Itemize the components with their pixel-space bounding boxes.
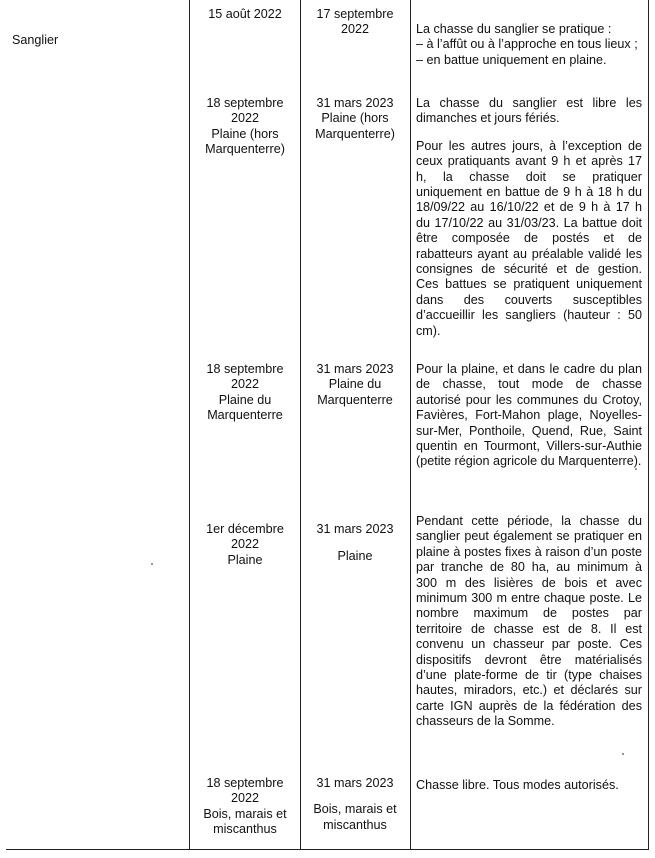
row-5-end-line: Bois, marais et: [313, 802, 397, 817]
row-4-paragraph: Pendant cette période, la chasse du sanglier peut également se pratiquer en plaine à postes fixes à raison d’un poste par tranche de 80 ha, au minimum à 300 m des lisières de bois et avec minimum 300 m entre chaque poste. Le nombre maximum de postes par territoire de chasse est de 8. Il est convenu un chasseur par poste. Ces dispositifs devront être matérialisés d’une plate-forme de tir (type chaises hautes, miradors, etc.) et déclarés sur carte IGN auprès de la fédération des chasseurs de la Somme.: [416, 514, 642, 729]
row-3-start-line: Plaine du: [218, 392, 272, 407]
row-3-end-line: 31 mars 2023: [316, 362, 394, 376]
row-3-start-line: 18 septembre: [206, 362, 284, 376]
row-3-end-line: Plaine du: [328, 377, 382, 392]
row-2-end-line: Marquenterre): [315, 126, 395, 141]
row-1-description: [416, 22, 642, 68]
row-3-start: [192, 362, 298, 424]
table-border-outer: [648, 0, 649, 850]
row-1-end-line: 2022: [340, 22, 370, 37]
row-1-end: [302, 7, 408, 38]
row-2-end-line: 31 mars 2023: [316, 96, 394, 110]
scan-speck: [151, 563, 153, 565]
row-1-start: [192, 7, 298, 22]
row-2-end: [302, 96, 408, 142]
row-5-paragraph: Chasse libre. Tous modes autorisés.: [416, 778, 619, 792]
row-4-end-line: 31 mars 2023: [316, 522, 394, 536]
row-5-start-line: miscanthus: [213, 822, 277, 837]
row-5-end-line: miscanthus: [323, 817, 387, 832]
row-5-description: [416, 778, 642, 793]
row-2-start-line: Marquenterre): [205, 142, 285, 157]
row-4-start-line: 1er décembre: [206, 522, 284, 536]
table-border-right: [410, 0, 411, 850]
row-4-end-line: Plaine: [337, 549, 373, 564]
scan-speck: [635, 468, 637, 470]
row-4-description: [416, 514, 642, 730]
row-3-paragraph: Pour la plaine, et dans le cadre du plan de chasse, tout mode de chasse autorisé pour les communes du Crotoy, Favières, Fort-Mahon plage, Noyelles-sur-Mer, Ponthoile, Quend, Rue, Saint quentin en Tourmont, Villers-sur-Authie (petite région agricole du Marquenterre).: [416, 362, 642, 469]
row-4-end: [302, 522, 408, 565]
row-5-start-line: Bois, marais et: [203, 806, 287, 821]
row-2-start: [192, 96, 298, 158]
row-2-start-line: 2022: [230, 111, 260, 126]
row-3-start-line: 2022: [230, 377, 260, 392]
row-1-start-line: 15 août 2022: [208, 7, 282, 21]
row-2-start-line: Plaine (hors: [211, 126, 279, 141]
row-4-start-line: 2022: [230, 537, 260, 552]
row-3-end: [302, 362, 408, 408]
row-2-description: [416, 96, 642, 339]
table-border-left: [189, 0, 190, 850]
row-2-paragraph: La chasse du sanglier est libre les dimanches et jours fériés.: [416, 96, 642, 126]
scan-speck: [622, 753, 624, 755]
row-1-desc-line: La chasse du sanglier se pratique :: [416, 22, 612, 36]
row-5-end-line: 31 mars 2023: [316, 776, 394, 790]
row-3-description: [416, 362, 642, 470]
species-label: Sanglier: [12, 33, 59, 47]
row-2-paragraph: Pour les autres jours, à l’exception de ceux pratiquants avant 9 h et après 17 h, la chasse doit se pratiquer uniquement en battue de 9 h à 18 h du 18/09/22 au 16/10/22 et de 9 h à 17 h du 17/10/22 au 31/03/23. La battue doit être composée de postés et de rabatteurs ayant au préalable validé les consignes de sécurité et de gestion. Ces battues se pratiquent uniquement dans des couverts susceptibles d’accueillir les sangliers (hauteur : 50 cm).: [416, 138, 642, 338]
row-5-end: [302, 776, 408, 833]
table-border-mid: [300, 0, 301, 850]
row-1-desc-line: – à l’affût ou à l’approche en tous lieux ;: [416, 37, 638, 52]
row-5-start: [192, 776, 298, 838]
row-1-end-line: 17 septembre: [316, 7, 394, 21]
row-4-start: [192, 522, 298, 568]
row-2-end-line: Plaine (hors: [321, 111, 389, 126]
row-5-start-line: 2022: [230, 791, 260, 806]
row-1-desc-line: – en battue uniquement en plaine.: [416, 52, 607, 67]
row-5-start-line: 18 septembre: [206, 776, 284, 790]
table-border-bottom: [6, 849, 649, 850]
row-3-end-line: Marquenterre: [317, 392, 393, 407]
row-4-start-line: Plaine: [227, 552, 263, 567]
row-2-start-line: 18 septembre: [206, 96, 284, 110]
row-3-start-line: Marquenterre: [207, 408, 283, 423]
